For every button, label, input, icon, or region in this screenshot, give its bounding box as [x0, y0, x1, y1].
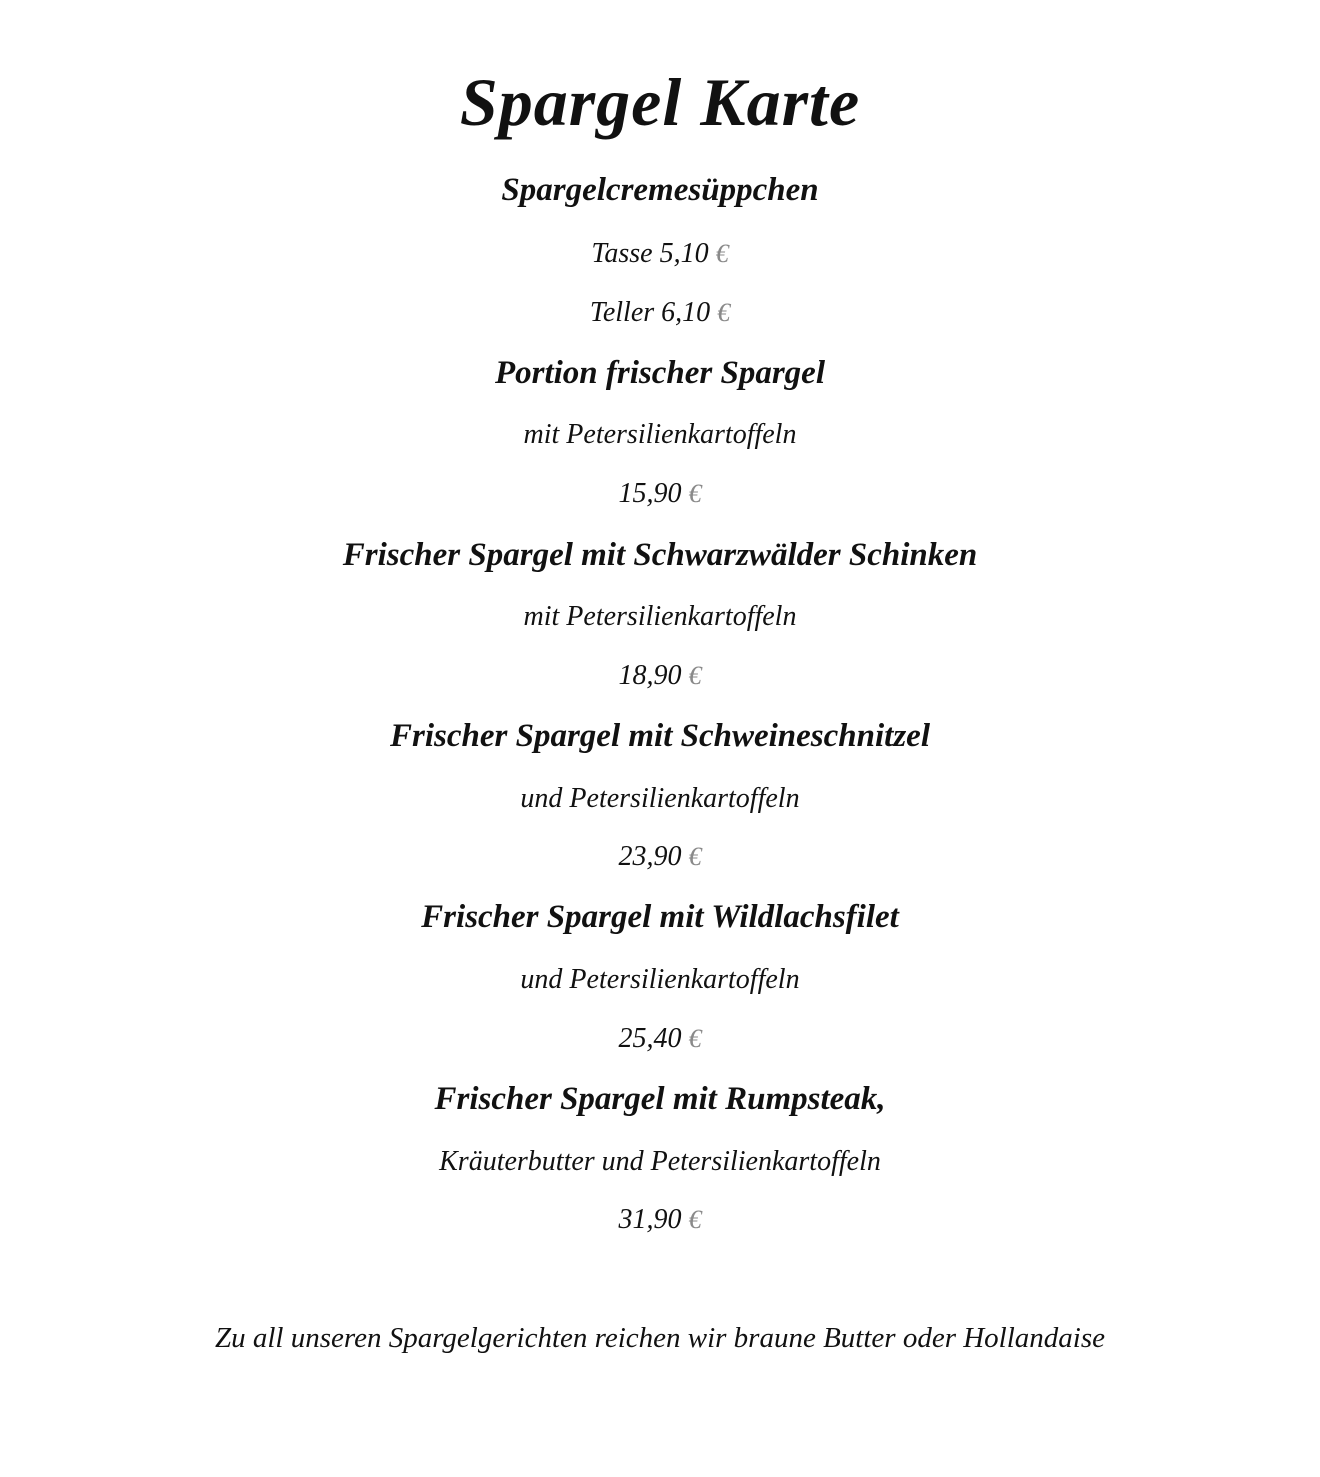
- euro-symbol: €: [715, 239, 729, 268]
- euro-symbol: €: [688, 1024, 702, 1053]
- price-label: Tasse 5,10: [591, 238, 709, 269]
- dish-description: mit Petersilienkartoffeln: [523, 601, 797, 632]
- footer-note: Zu all unseren Spargelgerichten reichen wir braune Butter oder Hollandaise: [214, 1322, 1106, 1354]
- dish-name-rumpsteak: Frischer Spargel mit Rumpsteak,: [434, 1081, 886, 1117]
- dish-price: [0, 1206, 1320, 1234]
- dish-description: und Petersilienkartoffeln: [520, 964, 800, 995]
- price-value: 23,90: [618, 841, 682, 872]
- dish-price: [0, 1025, 1320, 1053]
- dish-description: und Petersilienkartoffeln: [520, 783, 800, 814]
- euro-symbol: €: [688, 1205, 702, 1234]
- dish-description: mit Petersilienkartoffeln: [523, 419, 797, 450]
- dish-description: Kräuterbutter und Petersilienkartoffeln: [439, 1146, 881, 1177]
- euro-symbol: €: [688, 842, 702, 871]
- euro-symbol: €: [688, 479, 702, 508]
- euro-symbol: €: [717, 298, 731, 327]
- price-line-teller: [0, 299, 1320, 327]
- price-value: 25,40: [618, 1023, 682, 1054]
- price-value: 15,90: [618, 478, 682, 509]
- dish-name-wildlachs: Frischer Spargel mit Wildlachsfilet: [421, 899, 899, 935]
- dish-price: [0, 662, 1320, 690]
- dish-price: [0, 480, 1320, 508]
- price-value: 31,90: [618, 1204, 682, 1235]
- dish-name-soup: Spargelcremesüppchen: [501, 172, 819, 208]
- dish-name-schinken: Frischer Spargel mit Schwarzwälder Schinken: [342, 537, 978, 573]
- menu-title: Spargel Karte: [459, 64, 861, 140]
- price-value: 18,90: [618, 660, 682, 691]
- dish-name-schnitzel: Frischer Spargel mit Schweineschnitzel: [390, 718, 930, 754]
- euro-symbol: €: [688, 661, 702, 690]
- dish-name-portion: Portion frischer Spargel: [494, 355, 826, 391]
- price-line-tasse: [0, 240, 1320, 268]
- dish-price: [0, 843, 1320, 871]
- price-label: Teller 6,10: [589, 297, 711, 328]
